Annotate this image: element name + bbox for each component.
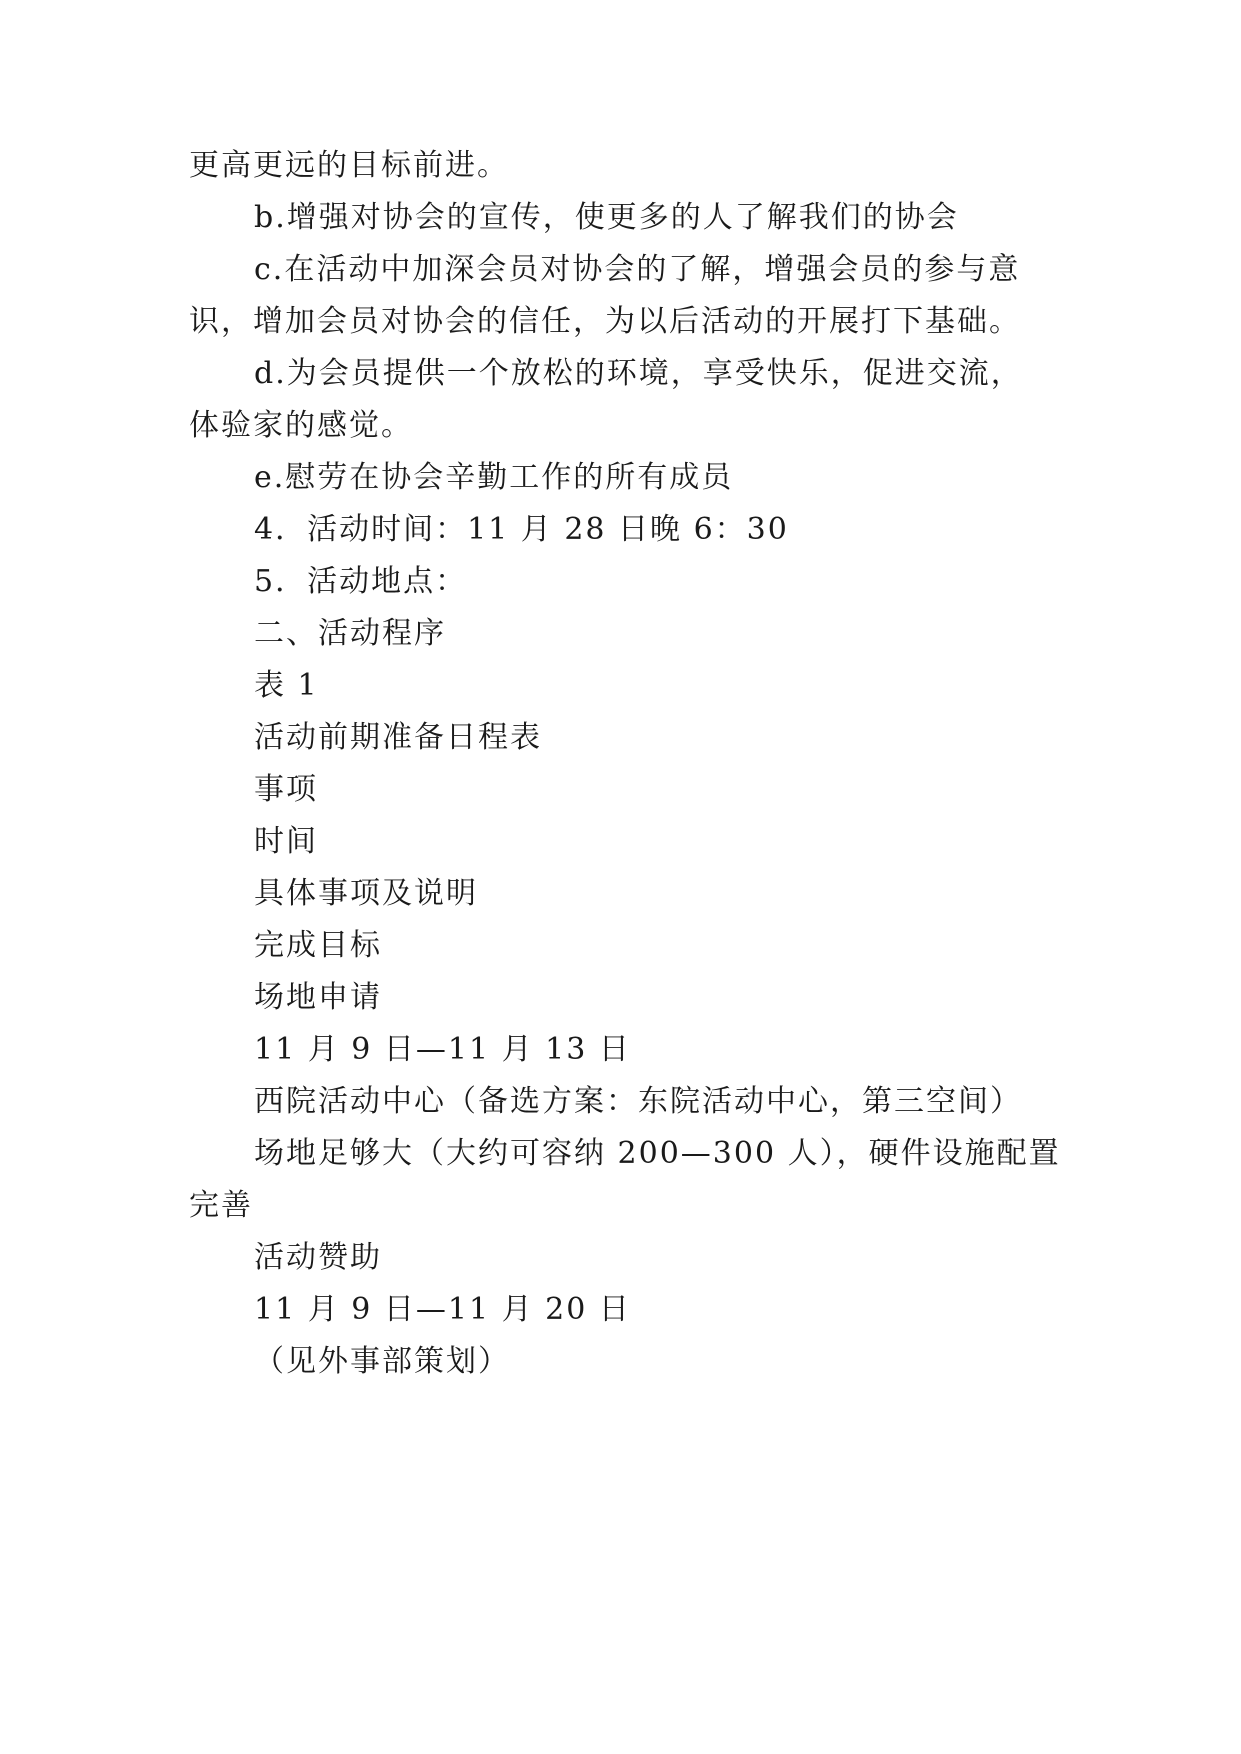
paragraph-line: 体验家的感觉。 <box>189 408 413 443</box>
table-cell: （见外事部策划） <box>254 1344 510 1379</box>
paragraph-line: 4．活动时间：11 月 28 日晚 6：30 <box>254 512 789 547</box>
table-cell: 西院活动中心（备选方案：东院活动中心，第三空间） <box>254 1084 1022 1119</box>
table-cell: 场地足够大（大约可容纳 200—300 人），硬件设施配置 <box>254 1136 1061 1171</box>
section-heading: 二、活动程序 <box>254 616 446 651</box>
table-cell: 场地申请 <box>254 980 382 1015</box>
table-cell: 完善 <box>189 1188 253 1223</box>
paragraph-line: 识，增加会员对协会的信任，为以后活动的开展打下基础。 <box>189 304 1021 339</box>
table-label: 表 1 <box>254 668 319 703</box>
paragraph-line: e.慰劳在协会辛勤工作的所有成员 <box>254 460 734 495</box>
table-cell: 活动赞助 <box>254 1240 382 1275</box>
paragraph-line: d.为会员提供一个放松的环境，享受快乐，促进交流， <box>254 356 1023 391</box>
paragraph-line: 更高更远的目标前进。 <box>189 148 509 183</box>
table-cell: 11 月 9 日—11 月 20 日 <box>254 1292 631 1327</box>
paragraph-line: c.在活动中加深会员对协会的了解，增强会员的参与意 <box>254 252 1021 287</box>
paragraph-line: 5．活动地点： <box>254 564 468 599</box>
table-cell: 11 月 9 日—11 月 13 日 <box>254 1032 631 1067</box>
table-title: 活动前期准备日程表 <box>254 720 542 755</box>
table-cell: 完成目标 <box>254 928 382 963</box>
table-cell: 具体事项及说明 <box>254 876 478 911</box>
table-cell: 事项 <box>254 772 318 807</box>
paragraph-line: b.增强对协会的宣传，使更多的人了解我们的协会 <box>254 200 959 235</box>
table-cell: 时间 <box>254 824 318 859</box>
